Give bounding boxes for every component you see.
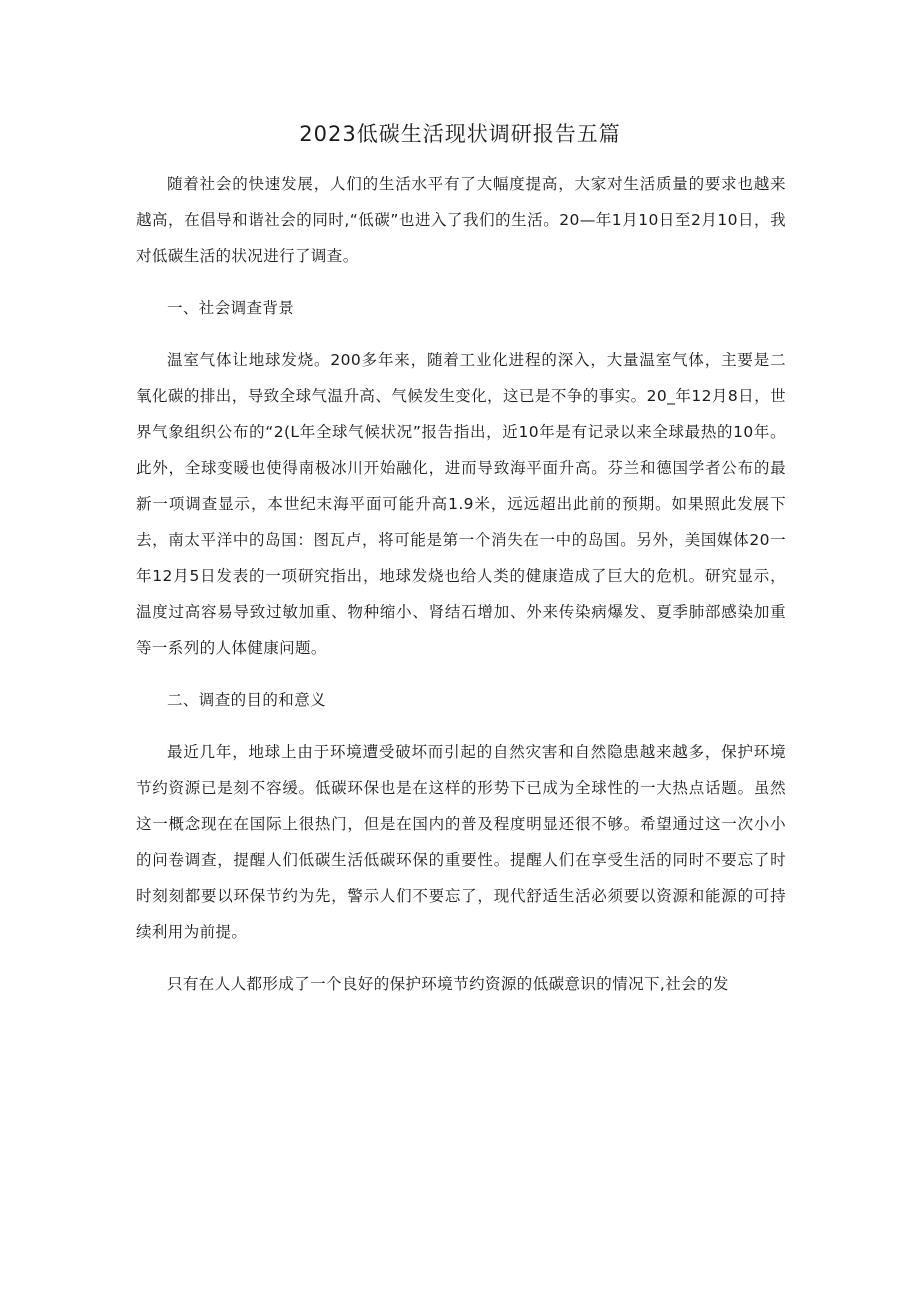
section-heading-background: 一、社会调查背景 xyxy=(167,299,295,317)
intro-paragraph: 随着社会的快速发展，人们的生活水平有了大幅度提高，大家对生活质量的要求也越来越高，在倡导和谐社会的同时,“低碳”也进入了我们的生活。20—年1月10日至2月10日，我对低碳生活的状况进行了调查。 xyxy=(136,175,786,265)
background-paragraph: 温室气体让地球发烧。200多年来，随着工业化进程的深入，大量温室气体，主要是二氧化碳的排出，导致全球气温升高、气候发生变化，这已是不争的事实。20_年12月8日，世界气象组织公布的“2(L年全球气候状况”报告指出，近10年是有记录以来全球最热的10年。此外，全球变暖也使得南极冰川开始融化，进而导致海平面升高。芬兰和德国学者公布的最新一项调查显示，本世纪末海平面可能升高1.9米，远远超出此前的预期。如果照此发展下去，南太平洋中的岛国：图瓦卢，将可能是第一个消失在一中的岛国。另外，美国媒体20一年12月5日发表的一项研究指出，地球发烧也给人类的健康造成了巨大的危机。研究显示，温度过高容易导致过敏加重、物种缩小、肾结石增加、外来传染病爆发、夏季肺部感染加重等一系列的人体健康问题。 xyxy=(136,351,786,657)
document-title: 2023低碳生活现状调研报告五篇 xyxy=(299,122,621,146)
document-body xyxy=(136,166,786,1018)
section-heading-purpose: 二、调查的目的和意义 xyxy=(167,691,327,709)
closing-paragraph: 只有在人人都形成了一个良好的保护环境节约资源的低碳意识的情况下,社会的发 xyxy=(167,975,729,993)
purpose-paragraph: 最近几年，地球上由于环境遭受破坏而引起的自然灾害和自然隐患越来越多，保护环境节约资源已是刻不容缓。低碳环保也是在这样的形势下已成为全球性的一大热点话题。虽然这一概念现在在国际上很热门，但是在国内的普及程度明显还很不够。希望通过这一次小小的问卷调查，提醒人们低碳生活低碳环保的重要性。提醒人们在享受生活的同时不要忘了时时刻刻都要以环保节约为先，警示人们不要忘了，现代舒适生活必须要以资源和能源的可持续利用为前提。 xyxy=(136,743,786,941)
